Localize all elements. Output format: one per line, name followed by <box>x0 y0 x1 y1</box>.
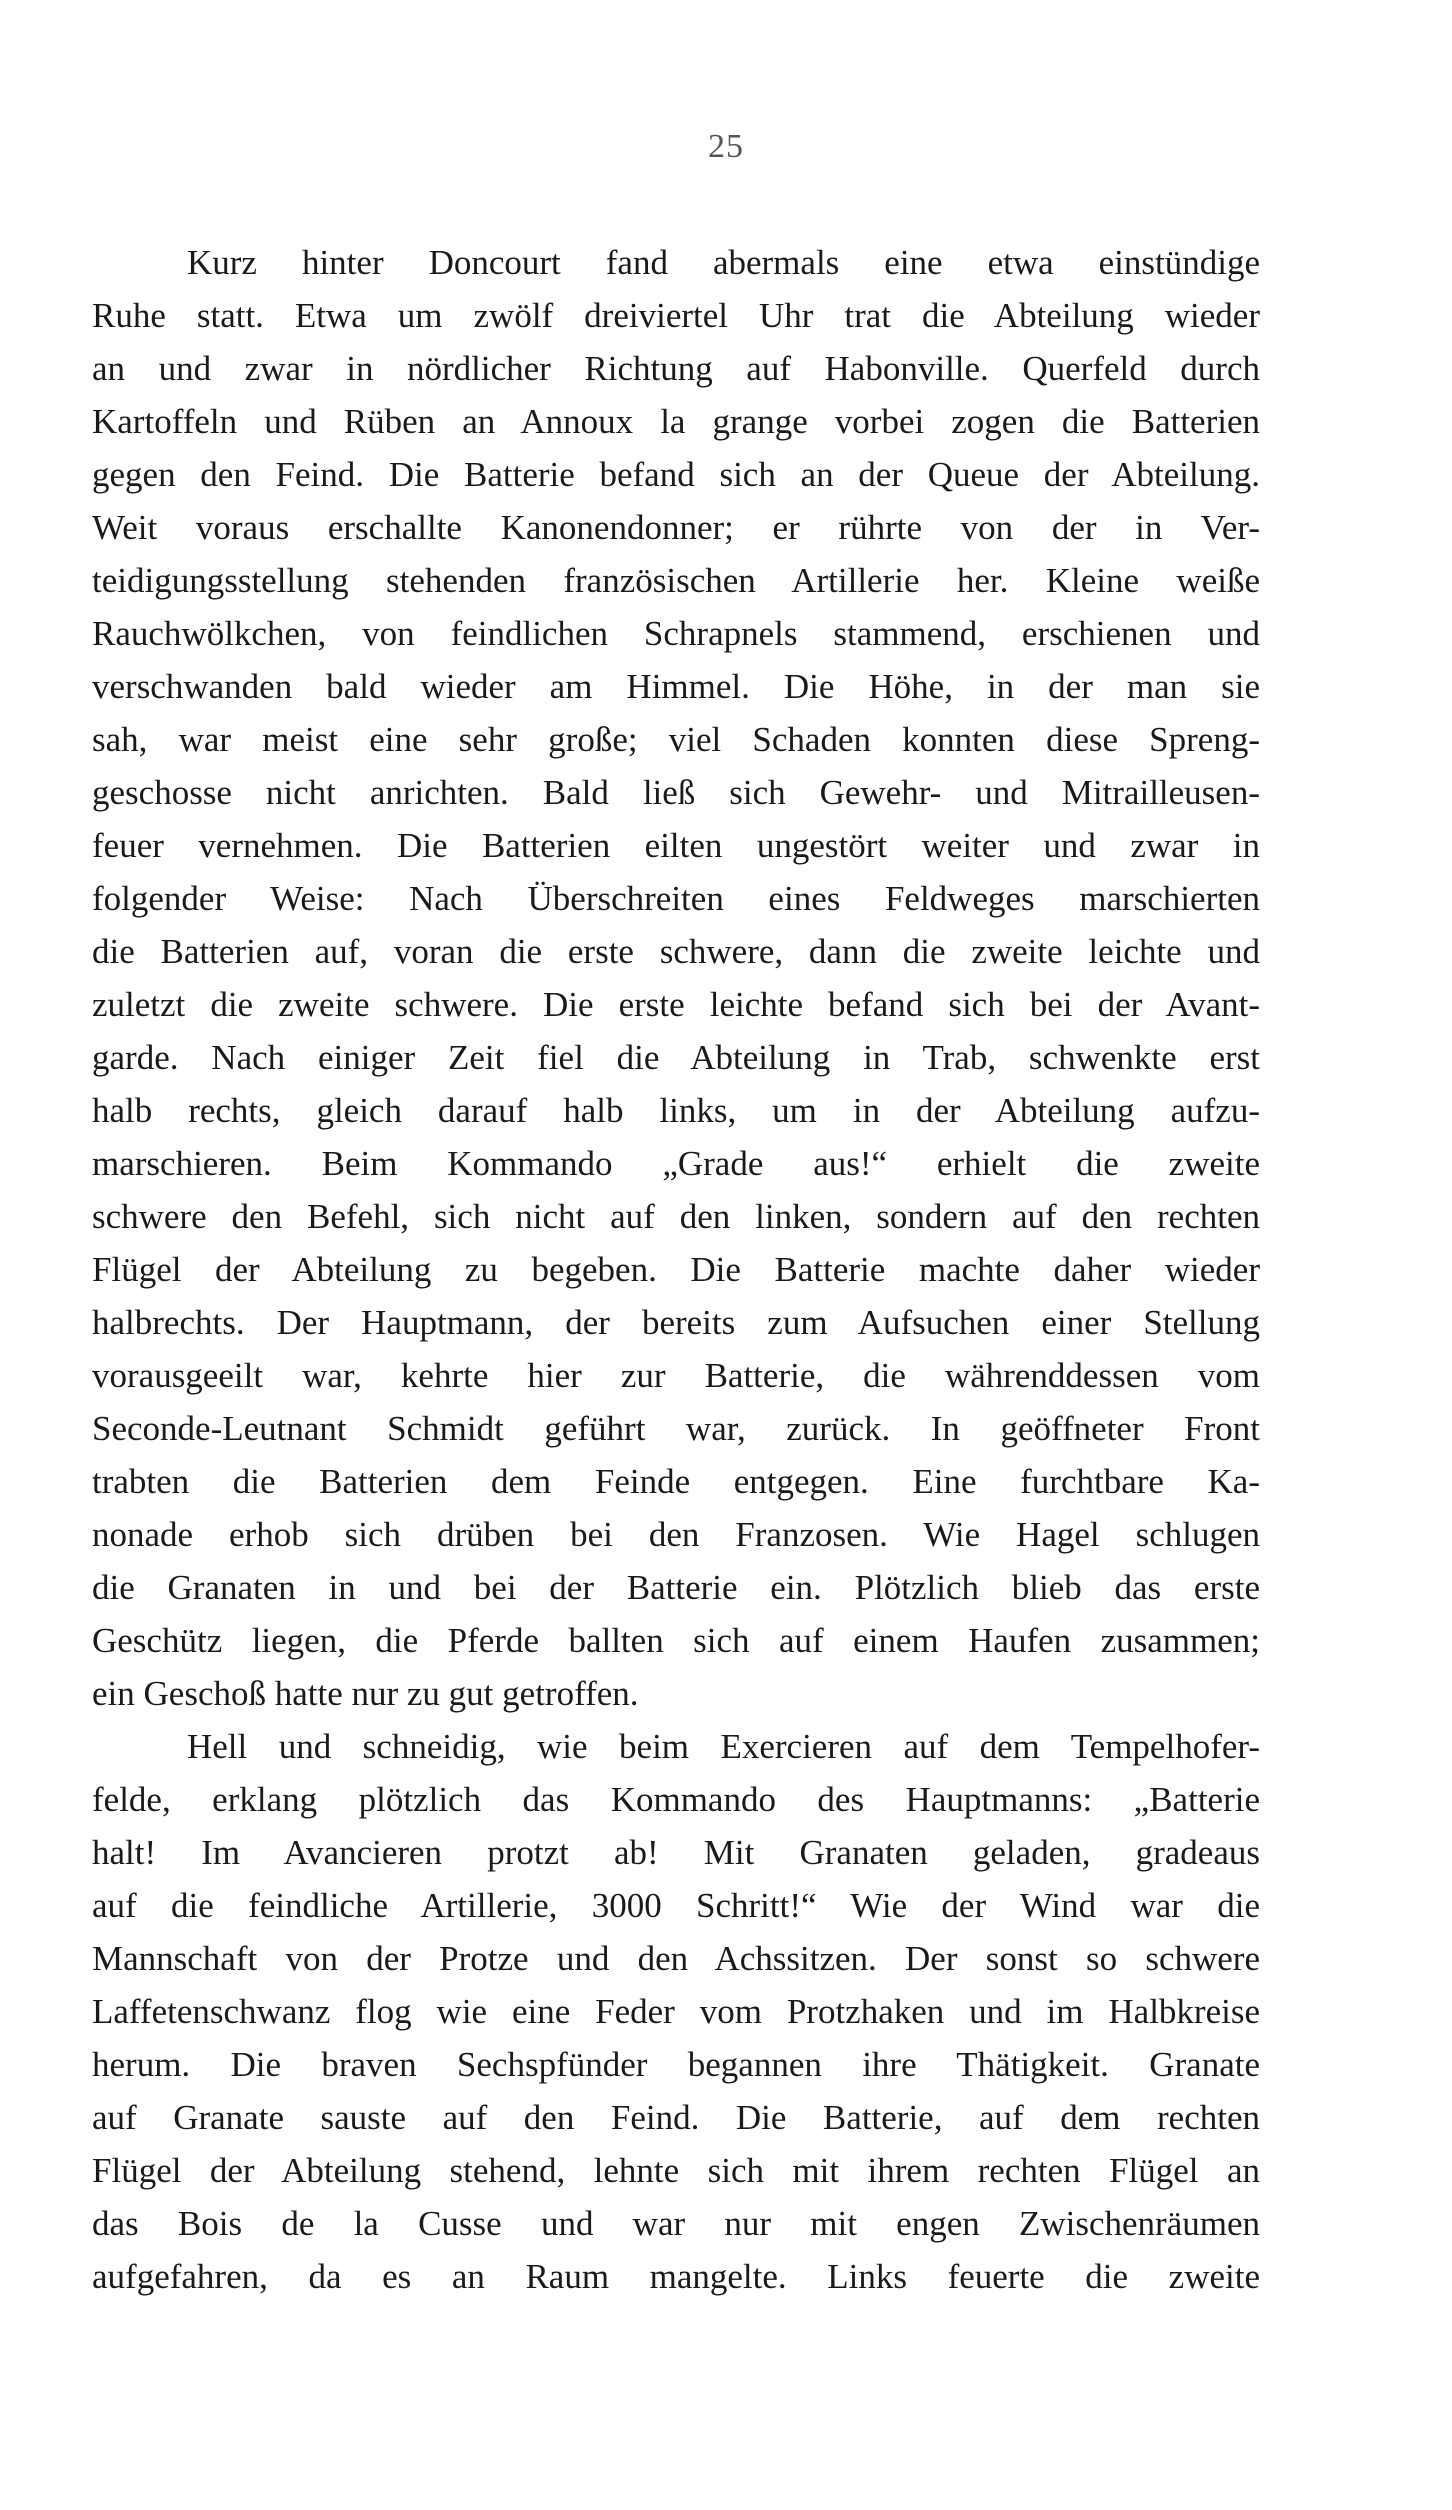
text-line: vorausgeeilt war, kehrte hier zur Batterie, die währenddessen vom <box>92 1356 1260 1395</box>
text-line: Seconde-Leutnant Schmidt geführt war, zurück. In geöffneter Front <box>92 1409 1260 1448</box>
text-line: die Batterien auf, voran die erste schwere, dann die zweite leichte und <box>92 932 1260 971</box>
text-line: nonade erhob sich drüben bei den Franzosen. Wie Hagel schlugen <box>92 1515 1260 1554</box>
text-line: Geschütz liegen, die Pferde ballten sich auf einem Haufen zusammen; <box>92 1621 1260 1660</box>
text-line: das Bois de la Cusse und war nur mit engen Zwischenräumen <box>92 2204 1260 2243</box>
text-line: feuer vernehmen. Die Batterien eilten ungestört weiter und zwar in <box>92 826 1260 865</box>
text-line: marschieren. Beim Kommando „Grade aus!“ erhielt die zweite <box>92 1144 1260 1183</box>
text-line: ein Geschoß hatte nur zu gut getroffen. <box>92 1674 639 1713</box>
text-line: teidigungsstellung stehenden französischen Artillerie her. Kleine weiße <box>92 561 1260 600</box>
text-line: an und zwar in nördlicher Richtung auf Habonville. Querfeld durch <box>92 349 1260 388</box>
text-line: auf Granate sauste auf den Feind. Die Batterie, auf dem rechten <box>92 2098 1260 2137</box>
text-line: Laffetenschwanz flog wie eine Feder vom Protzhaken und im Halbkreise <box>92 1992 1260 2031</box>
text-line: sah, war meist eine sehr große; viel Schaden konnten diese Spreng- <box>92 720 1260 759</box>
text-line: Flügel der Abteilung stehend, lehnte sich mit ihrem rechten Flügel an <box>92 2151 1260 2190</box>
text-line: folgender Weise: Nach Überschreiten eines Feldweges marschierten <box>92 879 1260 918</box>
text-line: Rauchwölkchen, von feindlichen Schrapnels stammend, erschienen und <box>92 614 1260 653</box>
text-line: verschwanden bald wieder am Himmel. Die Höhe, in der man sie <box>92 667 1260 706</box>
text-line: Hell und schneidig, wie beim Exercieren auf dem Tempelhofer- <box>187 1727 1260 1766</box>
text-line: auf die feindliche Artillerie, 3000 Schritt!“ Wie der Wind war die <box>92 1886 1260 1925</box>
text-line: aufgefahren, da es an Raum mangelte. Links feuerte die zweite <box>92 2257 1260 2296</box>
text-line: halt! Im Avancieren protzt ab! Mit Granaten geladen, gradeaus <box>92 1833 1260 1872</box>
text-line: garde. Nach einiger Zeit fiel die Abteilung in Trab, schwenkte erst <box>92 1038 1260 1077</box>
text-line: herum. Die braven Sechspfünder begannen ihre Thätigkeit. Granate <box>92 2045 1260 2084</box>
text-line: Ruhe statt. Etwa um zwölf dreiviertel Uhr trat die Abteilung wieder <box>92 296 1260 335</box>
text-line: schwere den Befehl, sich nicht auf den linken, sondern auf den rechten <box>92 1197 1260 1236</box>
text-line: halbrechts. Der Hauptmann, der bereits zum Aufsuchen einer Stellung <box>92 1303 1260 1342</box>
text-line: zuletzt die zweite schwere. Die erste leichte befand sich bei der Avant- <box>92 985 1260 1024</box>
page-number: 25 <box>708 128 744 165</box>
text-line: geschosse nicht anrichten. Bald ließ sich Gewehr- und Mitrailleusen- <box>92 773 1260 812</box>
text-line: Flügel der Abteilung zu begeben. Die Batterie machte daher wieder <box>92 1250 1260 1289</box>
text-line: felde, erklang plötzlich das Kommando des Hauptmanns: „Batterie <box>92 1780 1260 1819</box>
text-line: Weit voraus erschallte Kanonendonner; er rührte von der in Ver- <box>92 508 1260 547</box>
text-line: Kurz hinter Doncourt fand abermals eine etwa einstündige <box>187 243 1260 282</box>
body-text <box>92 236 1260 2303</box>
text-line: halb rechts, gleich darauf halb links, um in der Abteilung aufzu- <box>92 1091 1260 1130</box>
text-line: Kartoffeln und Rüben an Annoux la grange vorbei zogen die Batterien <box>92 402 1260 441</box>
text-line: die Granaten in und bei der Batterie ein. Plötzlich blieb das erste <box>92 1568 1260 1607</box>
text-line: gegen den Feind. Die Batterie befand sich an der Queue der Abteilung. <box>92 455 1260 494</box>
text-line: trabten die Batterien dem Feinde entgegen. Eine furchtbare Ka- <box>92 1462 1260 1501</box>
text-line: Mannschaft von der Protze und den Achssitzen. Der sonst so schwere <box>92 1939 1260 1978</box>
